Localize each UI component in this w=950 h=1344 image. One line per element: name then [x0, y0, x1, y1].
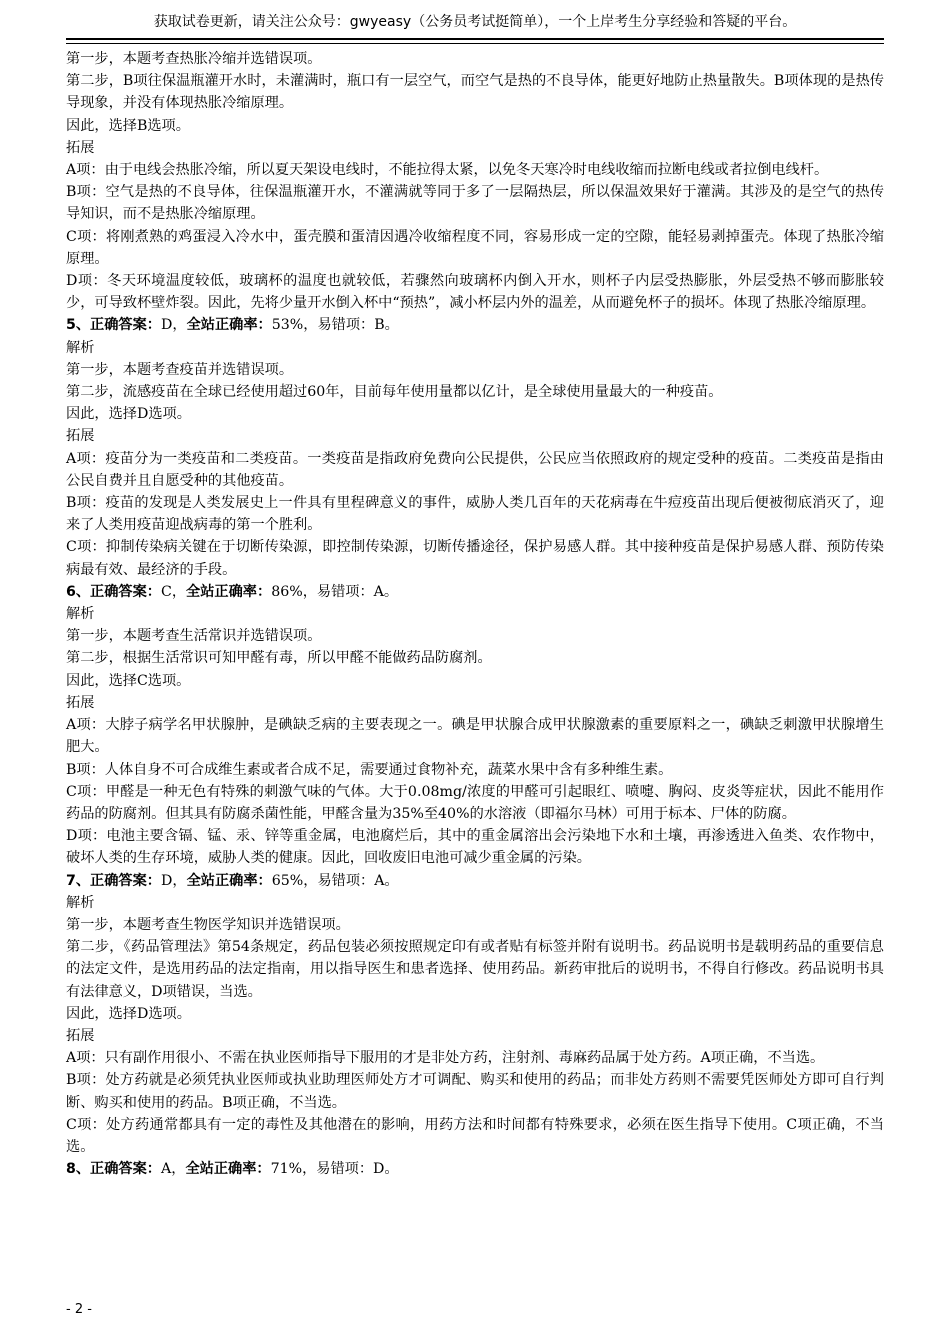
answer-line [66, 581, 884, 603]
page-header: 获取试卷更新，请关注公众号：gwyeasy（公务员考试挺简单），一个上岸考生分享经验和答疑的平台。 [153, 14, 797, 30]
text-line: 解析 [66, 894, 95, 911]
answer-line [66, 870, 884, 892]
rate-label: 全站正确率： [186, 317, 272, 334]
header-rule-thin [66, 43, 884, 44]
text-line: B项：疫苗的发现是人类发展史上一件具有里程碑意义的事件，威胁人类几百年的天花病毒在牛痘疫苗出现后便被彻底消灭了，迎来了人类用疫苗迎战病毒的第一个胜利。 [66, 495, 884, 534]
answer-number: 8、正确答案： [66, 1161, 161, 1178]
text-line: 拓展 [66, 694, 95, 711]
text-line: A项：只有副作用很小、不需在执业医师指导下服用的才是非处方药，注射剂、毒麻药品属于处方药。A项正确，不当选。 [66, 1050, 825, 1067]
text-line: 拓展 [66, 1027, 95, 1044]
text-line: 第二步，根据生活常识可知甲醛有毒，所以甲醛不能做药品防腐剂。 [66, 650, 492, 667]
text-line: 第一步，本题考查疫苗并选错误项。 [66, 361, 294, 378]
text-line: 第二步，流感疫苗在全球已经使用超过60年，目前每年使用量都以亿计，是全球使用量最大的一种疫苗。 [66, 384, 723, 401]
text-line: B项：空气是热的不良导体，往保温瓶灌开水，不灌满就等同于多了一层隔热层，所以保温效果好于灌满。其涉及的是空气的热传导知识，而不是热胀冷缩原理。 [66, 184, 884, 223]
page-number: - 2 - [66, 1302, 92, 1317]
document-body [66, 48, 884, 1180]
rate-and-wrong-option: 65%，易错项：A。 [271, 872, 399, 889]
answer-number: 6、正确答案： [66, 583, 161, 600]
answer-choice: D， [161, 317, 187, 334]
text-line: 拓展 [66, 428, 95, 445]
text-line: A项：大脖子病学名甲状腺肿，是碘缺乏病的主要表现之一。碘是甲状腺合成甲状腺激素的重要原料之一，碘缺乏刺激甲状腺增生肥大。 [66, 717, 884, 756]
text-line: D项：冬天环境温度较低，玻璃杯的温度也就较低，若骤然向玻璃杯内倒入开水，则杯子内层受热膨胀，外层受热不够而膨胀较少，可导致杯壁炸裂。因此，先将少量开水倒入杯中“预热”，减小杯层内外的温差，从而避免杯子的损坏。体现了热胀冷缩原理。 [66, 273, 884, 312]
text-line: B项：人体自身不可合成维生素或者合成不足，需要通过食物补充，蔬菜水果中含有多种维生素。 [66, 761, 673, 778]
text-line: 第二步，《药品管理法》第54条规定，药品包装必须按照规定印有或者贴有标签并附有说明书。药品说明书是载明药品的重要信息的法定文件，是选用药品的法定指南，用以指导医生和患者选择、使用药品。新药审批后的说明书，不得自行修改。药品说明书具有法律意义，D项错误，当选。 [66, 939, 884, 1000]
answer-number: 7、正确答案： [66, 872, 161, 889]
answer-choice: A， [161, 1161, 186, 1178]
text-line: 解析 [66, 606, 95, 623]
text-line: 因此，选择D选项。 [66, 1005, 191, 1022]
text-line: 解析 [66, 339, 95, 356]
text-line: 第一步，本题考查生物医学知识并选错误项。 [66, 916, 350, 933]
rate-label: 全站正确率： [186, 872, 272, 889]
text-line: 第一步，本题考查生活常识并选错误项。 [66, 628, 322, 645]
text-line: D项：电池主要含镉、锰、汞、锌等重金属，电池腐烂后，其中的重金属溶出会污染地下水和土壤，再渗透进入鱼类、农作物中，破坏人类的生存环境，威胁人类的健康。因此，回收废旧电池可减少重金属的污染。 [66, 828, 884, 867]
answer-number: 5、正确答案： [66, 317, 161, 334]
rate-label: 全站正确率： [185, 1161, 271, 1178]
text-line: 因此，选择D选项。 [66, 406, 191, 423]
text-line: 因此，选择C选项。 [66, 672, 191, 689]
text-line: A项：由于电线会热胀冷缩，所以夏天架设电线时，不能拉得太紧，以免冬天寒冷时电线收缩而拉断电线或者拉倒电线杆。 [66, 162, 829, 179]
text-line: B项：处方药就是必须凭执业医师或执业助理医师处方才可调配、购买和使用的药品；而非处方药则不需要凭医师处方即可自行判断、购买和使用的药品。B项正确，不当选。 [66, 1072, 884, 1111]
text-line: C项：甲醛是一种无色有特殊的刺激气味的气体。大于0.08mg/浓度的甲醛可引起眼红、喷嚏、胸闷、皮炎等症状，因此不能用作药品的防腐剂。但其具有防腐杀菌性能，甲醛含量为35%至40%的水溶液（即福尔马林）可用于标本、尸体的防腐。 [66, 783, 884, 822]
text-line: 拓展 [66, 139, 95, 156]
answer-choice: C， [161, 583, 187, 600]
rate-label: 全站正确率： [186, 583, 272, 600]
text-line: 因此，选择B选项。 [66, 117, 190, 134]
rate-and-wrong-option: 71%，易错项：D。 [270, 1161, 399, 1178]
text-line: 第二步，B项往保温瓶灌开水时，未灌满时，瓶口有一层空气，而空气是热的不良导体，能更好地防止热量散失。B项体现的是热传导现象，并没有体现热胀冷缩原理。 [66, 73, 884, 112]
answer-choice: D， [161, 872, 187, 889]
text-line: 第一步，本题考查热胀冷缩并选错误项。 [66, 51, 322, 67]
text-line: C项：将刚煮熟的鸡蛋浸入冷水中，蛋壳膜和蛋清因遇冷收缩程度不同，容易形成一定的空隙，能轻易剥掉蛋壳。体现了热胀冷缩原理。 [66, 228, 884, 267]
answer-line [66, 1158, 884, 1180]
rate-and-wrong-option: 53%，易错项：B。 [271, 317, 399, 334]
rate-and-wrong-option: 86%，易错项：A。 [271, 583, 399, 600]
text-line: C项：抑制传染病关键在于切断传染源，即控制传染源，切断传播途径，保护易感人群。其中接种疫苗是保护易感人群、预防传染病最有效、最经济的手段。 [66, 539, 884, 578]
text-line: A项：疫苗分为一类疫苗和二类疫苗。一类疫苗是指政府免费向公民提供，公民应当依照政府的规定受种的疫苗。二类疫苗是指由公民自费并且自愿受种的其他疫苗。 [66, 450, 884, 489]
text-line: C项：处方药通常都具有一定的毒性及其他潜在的影响，用药方法和时间都有特殊要求，必须在医生指导下使用。C项正确，不当选。 [66, 1116, 884, 1155]
header-rule-thick [66, 38, 884, 40]
answer-line [66, 314, 884, 336]
